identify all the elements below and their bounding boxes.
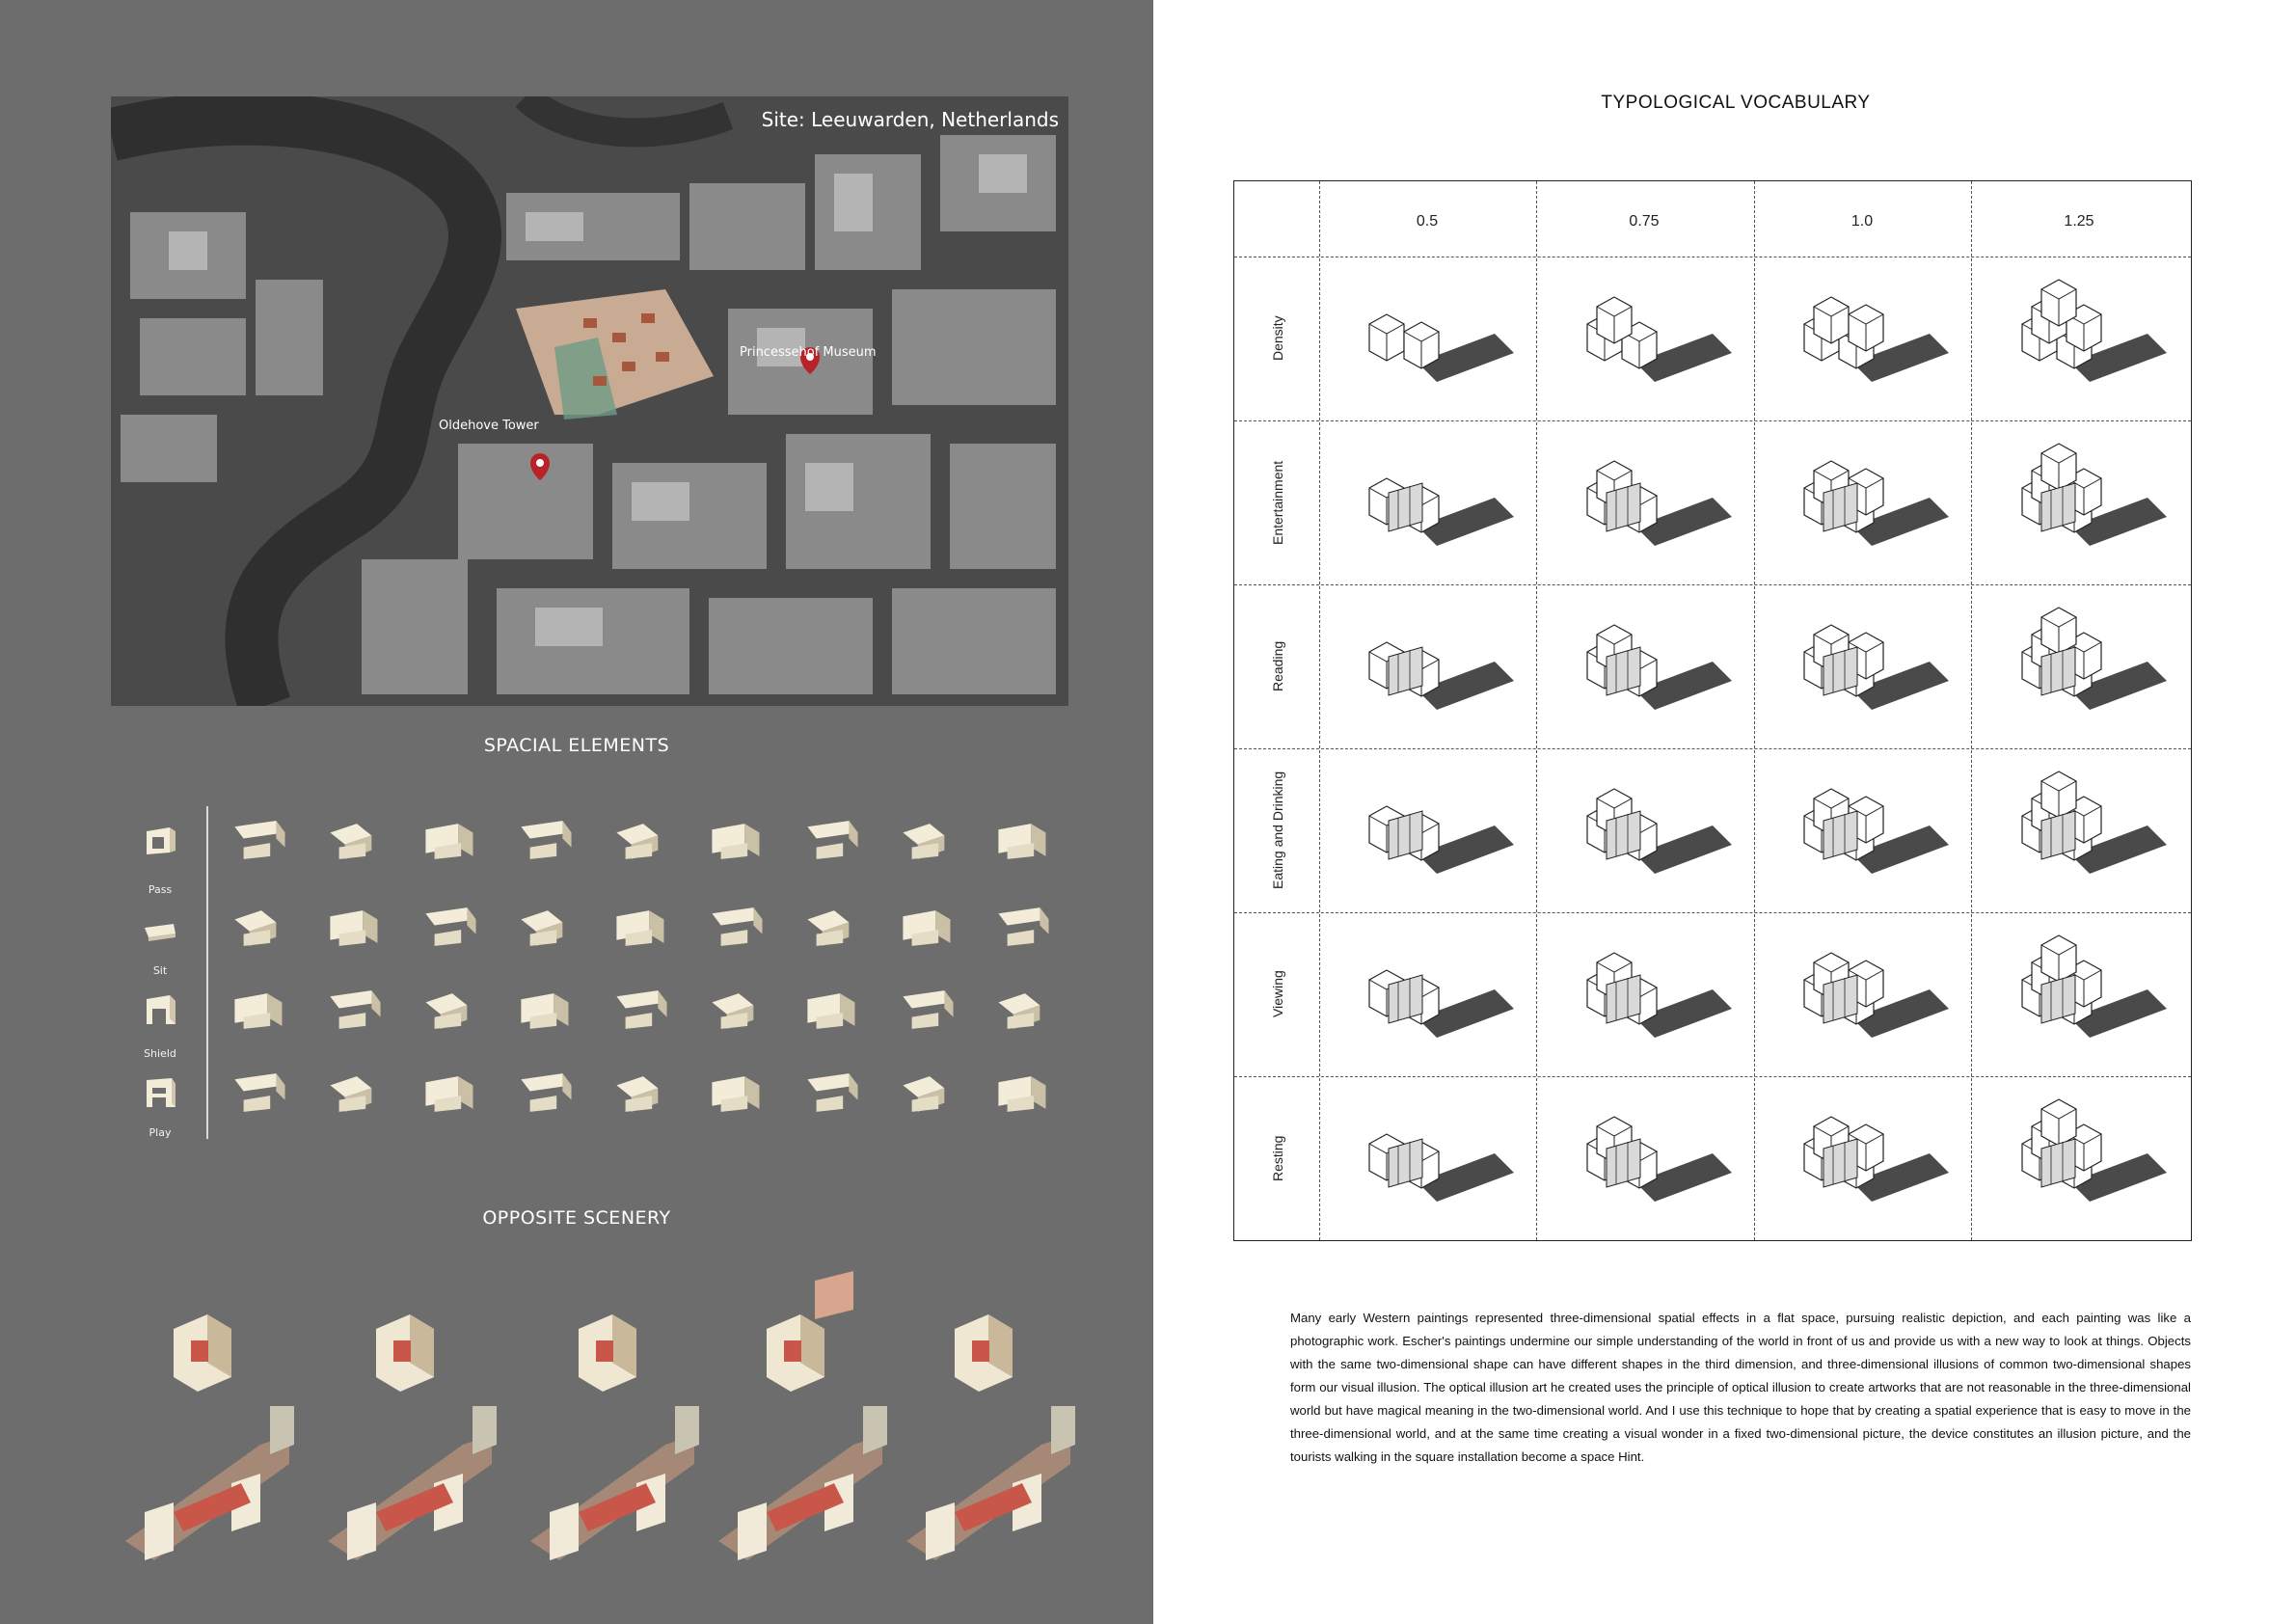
element-sit-7 [802, 905, 866, 949]
aerial-image [111, 96, 1068, 706]
legend-divider [206, 806, 208, 1139]
element-pass-5 [611, 818, 675, 862]
description-paragraph: Many early Western paintings represented three-dimensional spatial effects in a flat space, pursuing realistic depiction, and each painting was like a photographic work. Escher's paintings undermine our simple understanding of the world in front of us and provide us with a new way to look at things. Objects with the same two-dimensional shape can have different shapes in the third dimension, and three-dimensional illusions of common two-dimensional shapes form our visual illusion. The optical illusion art he created uses the principle of optical illusion to create artworks that are not reasonable in the three-dimensional world but have magical meaning in the two-dimensional world. And I use this technique to hope that by creating a spatial experience that is easy to move in the three-dimensional world, and at the same time creating a visual wonder in a fixed two-dimensional picture, the device constitutes an illusion picture, and the tourists walking in the square installation become a space Hint. [1290, 1311, 2191, 1464]
element-pass-3 [420, 818, 484, 862]
element-sit-2 [325, 905, 389, 949]
drawing-reading-1.25 [1984, 594, 2176, 739]
label-tower: Oldehove Tower [439, 419, 539, 433]
drawing-reading-0.75 [1549, 594, 1742, 739]
legend-play: Play [149, 1126, 172, 1139]
scenery-2-1 [116, 1406, 299, 1580]
element-shield-2 [325, 988, 389, 1032]
site-title: Site: Leeuwarden, Netherlands [761, 108, 1059, 131]
element-play-7 [802, 1070, 866, 1115]
element-play-3 [420, 1070, 484, 1115]
element-pass-8 [898, 818, 961, 862]
drawing-resting-0.5 [1331, 1086, 1524, 1231]
legend-shield: Shield [144, 1047, 176, 1060]
element-shield-5 [611, 988, 675, 1032]
element-shield-7 [802, 988, 866, 1032]
shield-icon [141, 989, 179, 1028]
row-header-entertainment: Entertainment [1270, 460, 1285, 545]
row-header-density: Density [1270, 315, 1285, 362]
element-sit-6 [707, 905, 770, 949]
drawing-resting-1.25 [1984, 1086, 2176, 1231]
drawing-density-0.5 [1331, 266, 1524, 411]
element-sit-5 [611, 905, 675, 949]
legend-pass: Pass [148, 883, 173, 896]
element-shield-1 [230, 988, 293, 1032]
element-play-9 [993, 1070, 1057, 1115]
row-header-viewing: Viewing [1270, 970, 1285, 1018]
scenery-2-3 [521, 1406, 704, 1580]
element-play-1 [230, 1070, 293, 1115]
typological-vocabulary-title: TYPOLOGICAL VOCABULARY [1601, 93, 1871, 113]
scenery-1-5 [897, 1271, 1080, 1406]
drawing-entertainment-0.75 [1549, 430, 1742, 575]
drawing-density-1.25 [1984, 266, 2176, 411]
element-sit-3 [420, 905, 484, 949]
scenery-1-3 [521, 1271, 704, 1406]
drawing-eating-and-drinking-0.75 [1549, 758, 1742, 903]
element-play-5 [611, 1070, 675, 1115]
element-shield-8 [898, 988, 961, 1032]
row-header-reading: Reading [1270, 640, 1285, 692]
pass-icon [141, 820, 179, 858]
col-header-0.75: 0.75 [1629, 213, 1660, 230]
col-header-1.0: 1.0 [1850, 213, 1874, 230]
drawing-entertainment-0.5 [1331, 430, 1524, 575]
element-shield-4 [516, 988, 580, 1032]
element-pass-4 [516, 818, 580, 862]
drawing-density-1.0 [1766, 266, 1958, 411]
drawing-eating-and-drinking-0.5 [1331, 758, 1524, 903]
drawing-resting-0.75 [1549, 1086, 1742, 1231]
element-play-4 [516, 1070, 580, 1115]
element-sit-4 [516, 905, 580, 949]
element-pass-6 [707, 818, 770, 862]
col-header-1.25: 1.25 [2064, 213, 2094, 230]
element-shield-9 [993, 988, 1057, 1032]
scenery-2-4 [709, 1406, 892, 1580]
element-sit-9 [993, 905, 1057, 949]
legend-sit: Sit [152, 964, 168, 977]
typology-matrix [1233, 180, 2192, 1241]
element-sit-1 [230, 905, 293, 949]
element-pass-2 [325, 818, 389, 862]
drawing-eating-and-drinking-1.0 [1766, 758, 1958, 903]
element-sit-8 [898, 905, 961, 949]
drawing-density-0.75 [1549, 266, 1742, 411]
opposite-scenery-title: OPPOSITE SCENERY [482, 1207, 671, 1229]
element-play-6 [707, 1070, 770, 1115]
drawing-viewing-1.0 [1766, 922, 1958, 1067]
scenery-1-4 [709, 1271, 892, 1406]
element-shield-6 [707, 988, 770, 1032]
drawing-reading-0.5 [1331, 594, 1524, 739]
element-shield-3 [420, 988, 484, 1032]
element-pass-9 [993, 818, 1057, 862]
sit-icon [141, 910, 179, 949]
scenery-1-1 [116, 1271, 299, 1406]
drawing-viewing-1.25 [1984, 922, 2176, 1067]
element-play-8 [898, 1070, 961, 1115]
drawing-entertainment-1.0 [1766, 430, 1958, 575]
scenery-2-5 [897, 1406, 1080, 1580]
drawing-viewing-0.5 [1331, 922, 1524, 1067]
drawing-entertainment-1.25 [1984, 430, 2176, 575]
row-header-eating-and-drinking: Eating and Drinking [1270, 771, 1285, 890]
element-play-2 [325, 1070, 389, 1115]
play-icon [141, 1072, 179, 1111]
element-pass-1 [230, 818, 293, 862]
scenery-1-2 [318, 1271, 501, 1406]
scenery-2-2 [318, 1406, 501, 1580]
site-map [111, 96, 1068, 706]
drawing-reading-1.0 [1766, 594, 1958, 739]
label-museum: Princessehof Museum [740, 345, 877, 360]
element-pass-7 [802, 818, 866, 862]
drawing-eating-and-drinking-1.25 [1984, 758, 2176, 903]
drawing-viewing-0.75 [1549, 922, 1742, 1067]
row-header-resting: Resting [1270, 1135, 1285, 1181]
spacial-elements-title: SPACIAL ELEMENTS [483, 735, 670, 756]
col-header-0.5: 0.5 [1416, 213, 1439, 230]
drawing-resting-1.0 [1766, 1086, 1958, 1231]
